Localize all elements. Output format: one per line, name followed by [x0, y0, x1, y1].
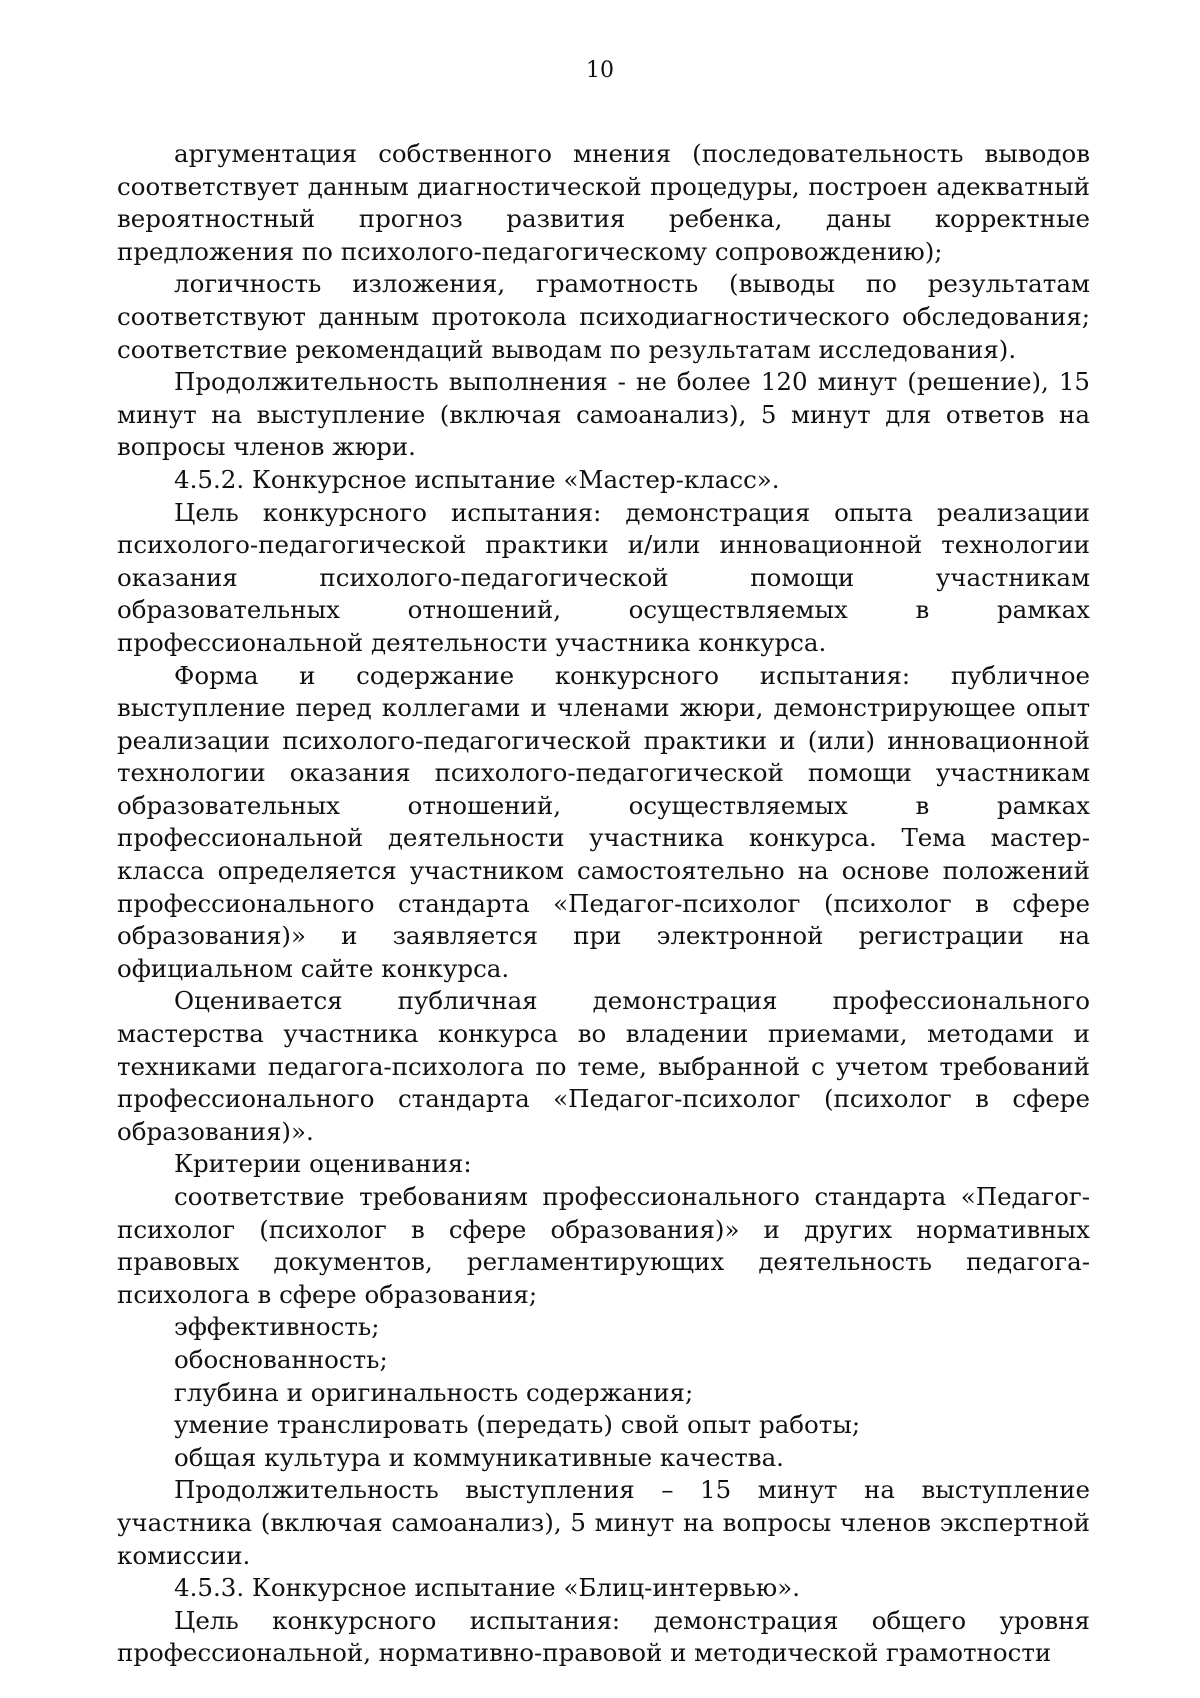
criterion-depth: глубина и оригинальность содержания; — [174, 1377, 694, 1407]
paragraph-duration-case: Продолжительность выполнения - не более 120 минут (решение), 15 минут на выступление (включая самоанализ), 5 минут для ответов на вопросы членов жюри. — [117, 367, 1090, 462]
paragraph-master-class-evaluation: Оценивается публичная демонстрация профессионального мастерства участника конкурса во владении приемами, методами и техниками педагога-психолога по теме, выбранной с учетом требований профессионального стандарта «Педагог-психолог (психолог в сфере образования)». — [117, 986, 1090, 1146]
criterion-standard-compliance: соответствие требованиям профессионального стандарта «Педагог-психолог (психолог в сфере образования)» и других нормативных правовых документов, регламентирующих деятельность педагога-психолога в сфере образования; — [117, 1182, 1090, 1309]
paragraph-logic: логичность изложения, грамотность (выводы по результатам соответствуют данным протокола психодиагностического обследования; соответствие рекомендаций выводам по результатам исследования). — [117, 269, 1090, 364]
paragraph-criteria-heading: Критерии оценивания: — [174, 1149, 472, 1179]
criterion-culture: общая культура и коммуникативные качества. — [174, 1442, 784, 1472]
criterion-validity: обоснованность; — [174, 1344, 388, 1374]
page-number: 10 — [586, 58, 614, 83]
paragraph-argumentation: аргументация собственного мнения (последовательность выводов соответствует данным диагностической процедуры, построен адекватный вероятностный прогноз развития ребенка, даны корректные предложения по психолого-педагогическому сопровождению); — [117, 139, 1090, 266]
paragraph-master-class-form: Форма и содержание конкурсного испытания: публичное выступление перед коллегами и членами жюри, демонстрирующее опыт реализации психолого-педагогической практики и (или) инновационной технологии оказания психолого-педагогической помощи участникам образовательных отношений, осуществляемых в рамках профессиональной деятельности участника конкурса. Тема мастер-класса определяется участником самостоятельно на основе положений профессионального стандарта «Педагог-психолог (психолог в сфере образования)» и заявляется при электронной регистрации на официальном сайте конкурса. — [117, 660, 1090, 983]
paragraph-duration-master-class: Продолжительность выступления – 15 минут на выступление участника (включая самоанализ), 5 минут на вопросы членов экспертной комиссии. — [117, 1475, 1090, 1570]
paragraph-blitz-goal: Цель конкурсного испытания: демонстрация общего уровня профессиональной, нормативно-правовой и методической грамотности — [117, 1605, 1090, 1668]
section-heading-master-class: 4.5.2. Конкурсное испытание «Мастер-класс». — [174, 464, 780, 494]
criterion-translation: умение транслировать (передать) свой опыт работы; — [174, 1410, 861, 1440]
document-body — [117, 138, 1090, 1670]
section-heading-blitz-interview: 4.5.3. Конкурсное испытание «Блиц-интервью». — [174, 1573, 800, 1603]
paragraph-master-class-goal: Цель конкурсного испытания: демонстрация опыта реализации психолого-педагогической практики и/или инновационной технологии оказания психолого-педагогической помощи участникам образовательных отношений, осуществляемых в рамках профессиональной деятельности участника конкурса. — [117, 497, 1090, 657]
criterion-effectiveness: эффективность; — [174, 1312, 380, 1342]
